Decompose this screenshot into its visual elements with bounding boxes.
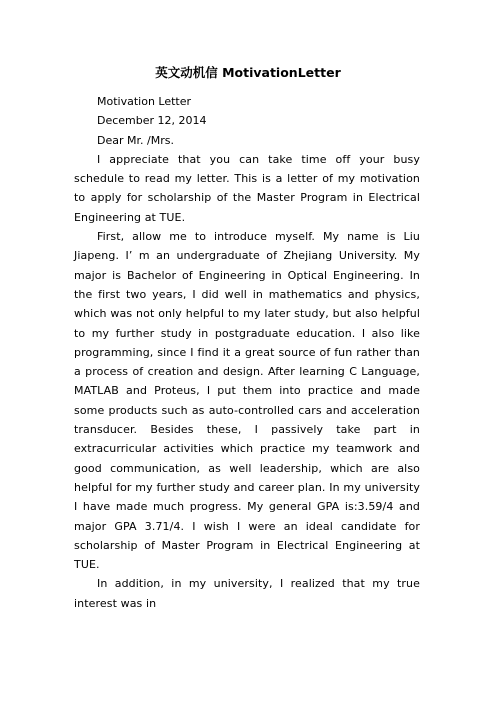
document-title: 英文动机信 MotivationLetter — [155, 65, 341, 80]
letter-heading: Motivation Letter — [97, 95, 192, 108]
paragraph-interest: In addition, in my university, I realized that my true interest was in — [74, 577, 420, 610]
letter-date: December 12, 2014 — [97, 114, 207, 128]
paragraph-intro: I appreciate that you can take time off your busy schedule to read my letter. This is a letter of my motivation to apply for scholarship of the Master Program in Electrical Engineering at TUE. — [74, 152, 420, 224]
letter-body — [74, 92, 420, 613]
letter-salutation: Dear Mr. /Mrs. — [97, 133, 174, 147]
paragraph-self-introduction: First, allow me to introduce myself. My name is Liu Jiapeng. I’ m an undergraduate of Zhejiang University. My major is Bachelor of Engineering in Optical Engineering. In the first two years, I did well in mathematics and physics, which was not only helpful to my later study, but also helpful to my further study in postgraduate education. I also like programming, since I find it a great source of fun rather than a process of creation and design. After learning C Language, MATLAB and Proteus, I put them into practice and made some products such as auto-controlled cars and acceleration transducer. Besides these, I passively take part in extracurricular activities which practice my teamwork and good communication, as well leadership, which are also helpful for my further study and career plan. In my university I have made much progress. My general GPA is:3.59/4 and major GPA 3.71/4. I wish I were an ideal candidate for scholarship of Master Program in Electrical Engineering at TUE. — [74, 230, 420, 572]
